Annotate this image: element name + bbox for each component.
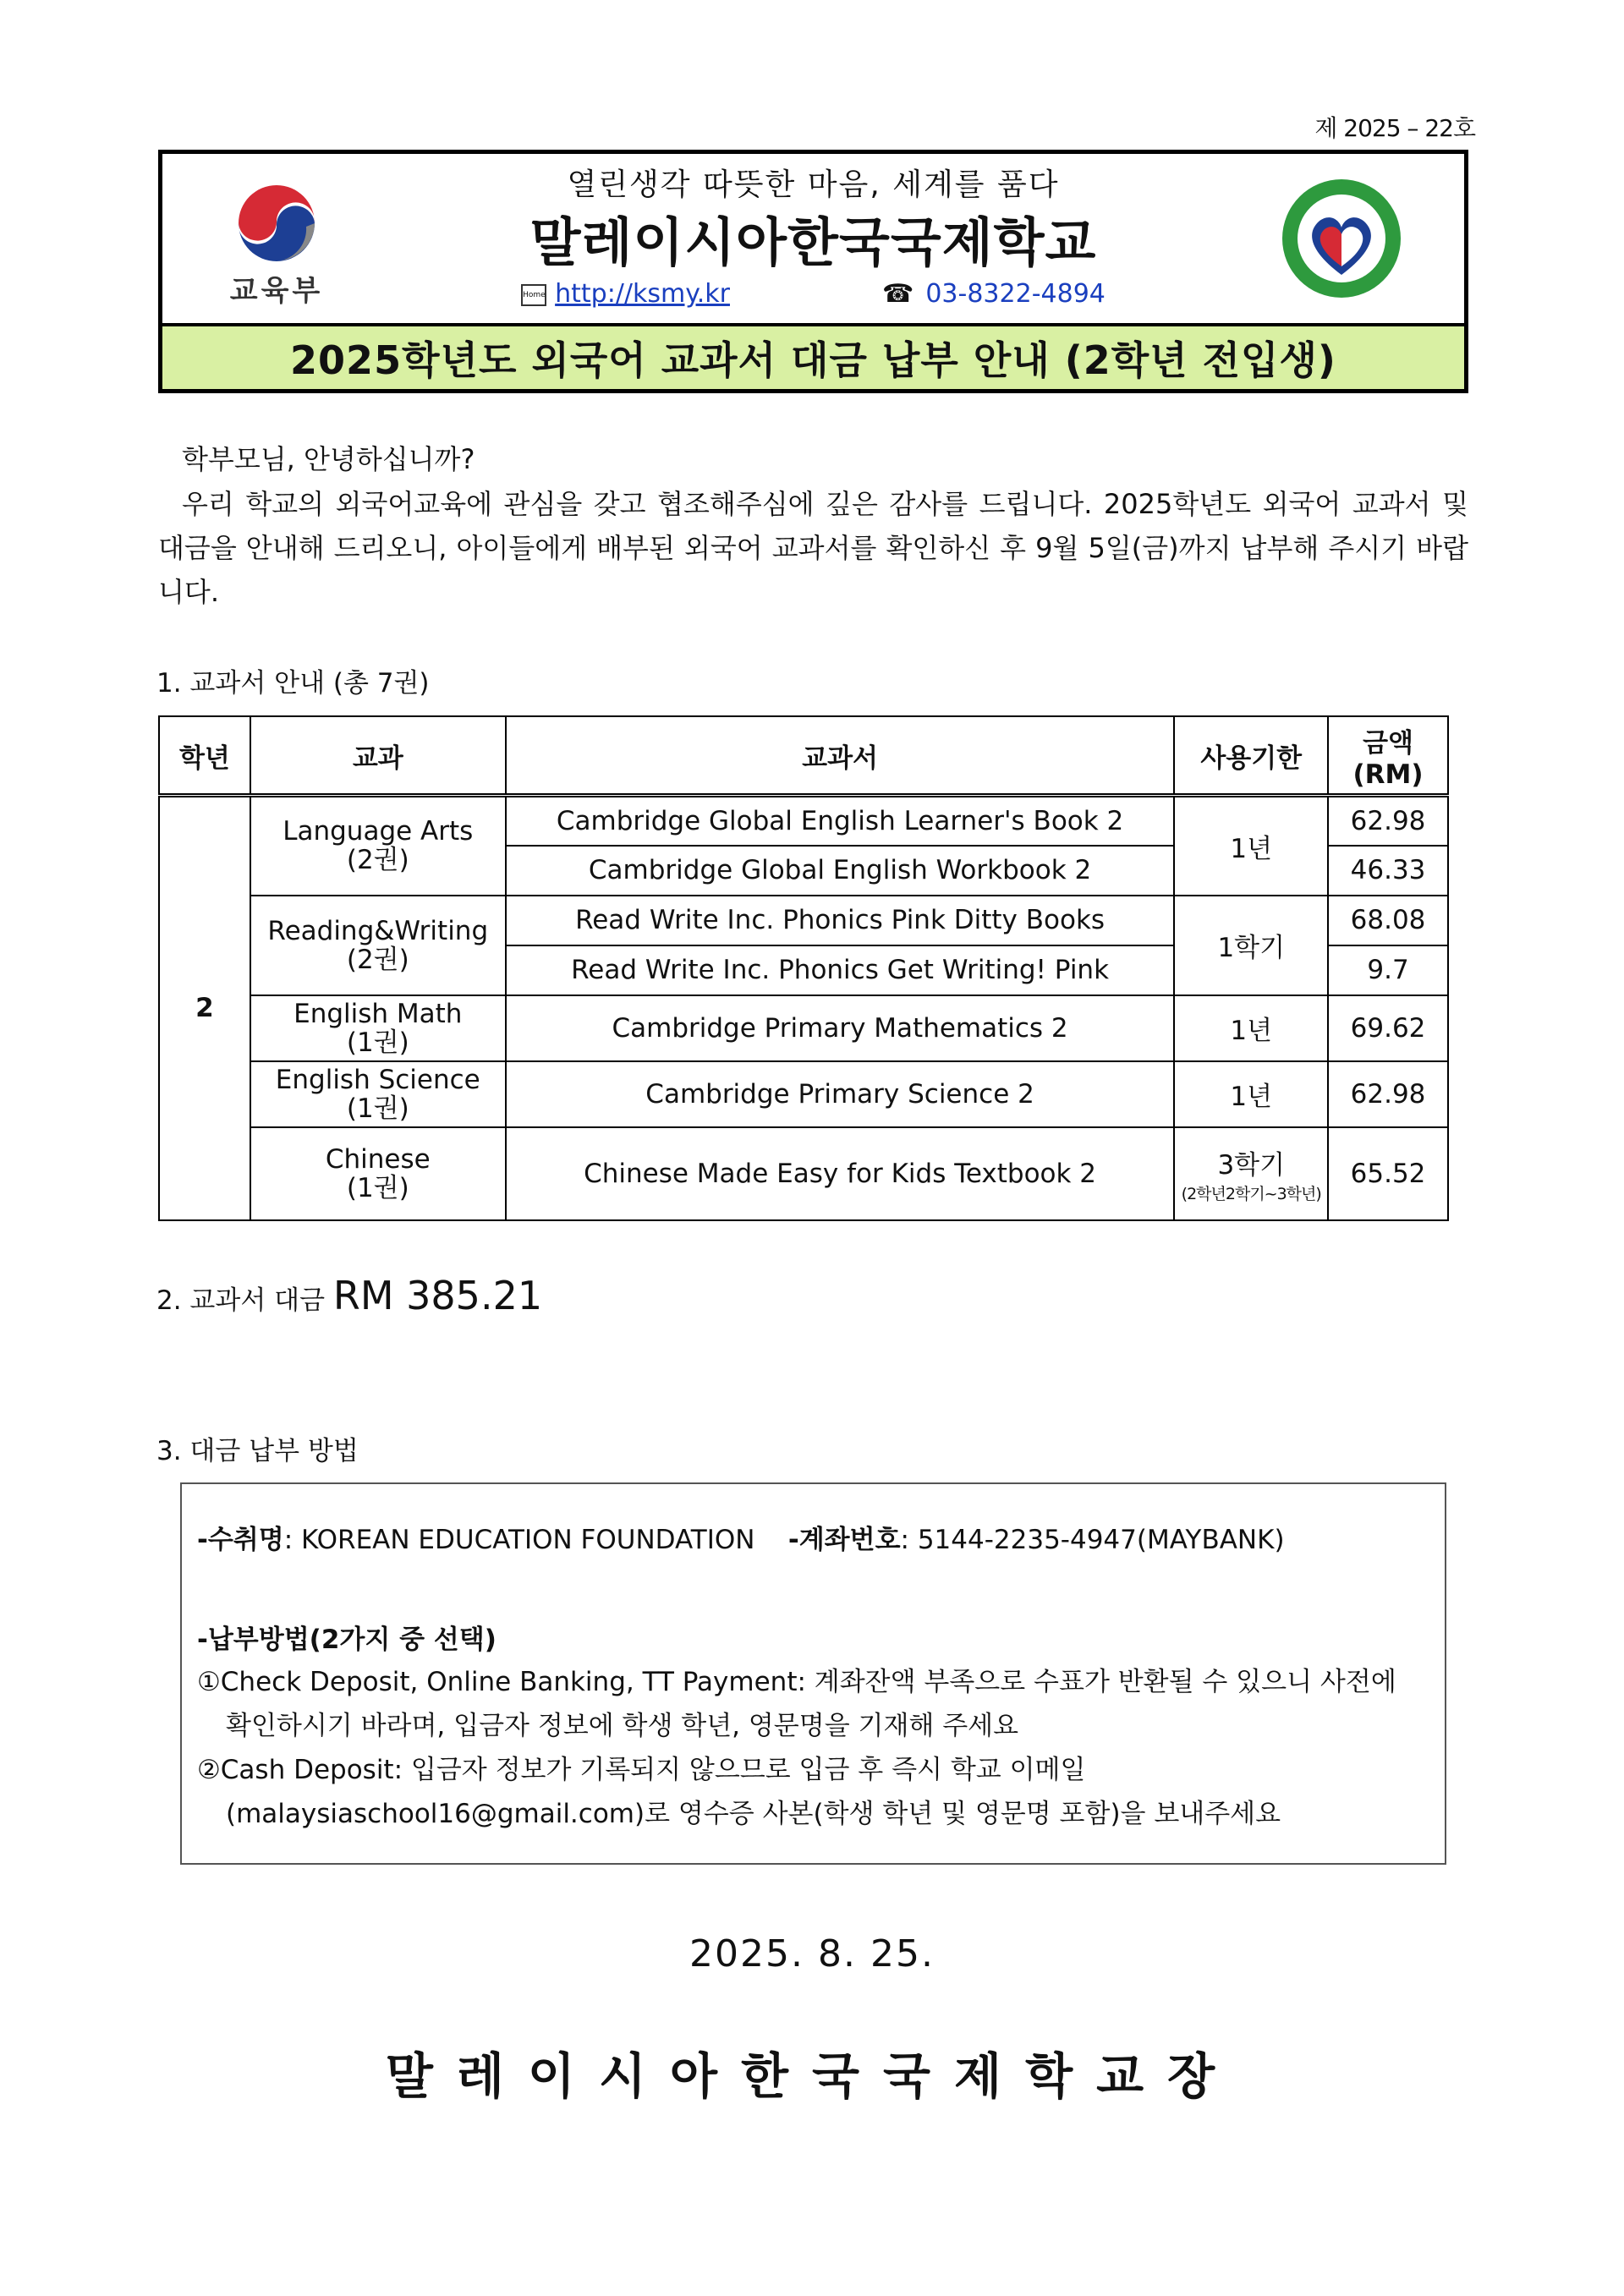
section3-heading: 3. 대금 납부 방법 <box>156 1436 359 1466</box>
intro-text: 우리 학교의 외국어교육에 관심을 갖고 협조해주심에 깊은 감사를 드립니다. 2025학년도 외국어 교과서 및 대금을 안내해 드리오니, 아이들에게 배부된 외국어 교과서를 확인하신 후 9월 5일(금)까지 납부해 주시기 바랍니다. <box>158 488 1468 608</box>
price-cell: 9.7 <box>1328 945 1448 995</box>
textbook-cell: Cambridge Primary Science 2 <box>506 1061 1175 1127</box>
subject-cell: Reading&Writing (2권) <box>250 896 506 995</box>
textbook-cell: Cambridge Primary Mathematics 2 <box>506 995 1175 1061</box>
textbook-cell: Cambridge Global English Workbook 2 <box>506 846 1175 896</box>
account-line: -수취명: KOREAN EDUCATION FOUNDATION -계좌번호: 5144-2235-4947(MAYBANK) <box>197 1525 1285 1555</box>
phone-number: 03-8322-4894 <box>925 279 1106 309</box>
period-cell: 3학기 (2학년2학기~3학년) <box>1174 1127 1328 1220</box>
price-cell: 68.08 <box>1328 896 1448 945</box>
table-row <box>159 1127 1448 1220</box>
letterhead-top <box>162 154 1464 323</box>
notice-title: 2025학년도 외국어 교과서 대금 납부 안내 (2학년 전입생) <box>162 323 1464 389</box>
price-cell: 69.62 <box>1328 995 1448 1061</box>
col-period: 사용기한 <box>1174 716 1328 796</box>
col-subject: 교과 <box>250 716 506 796</box>
issue-date: 2025. 8. 25. <box>689 1932 935 1975</box>
subject-cell: English Science (1권) <box>250 1061 506 1127</box>
table-row <box>159 896 1448 945</box>
school-emblem-icon <box>1278 175 1405 302</box>
period-cell: 1년 <box>1174 1061 1328 1127</box>
school-name: 말레이시아한국국제학교 <box>529 211 1097 273</box>
price-cell: 62.98 <box>1328 1061 1448 1127</box>
price-cell: 65.52 <box>1328 1127 1448 1220</box>
price-cell: 46.33 <box>1328 846 1448 896</box>
col-grade: 학년 <box>159 716 250 796</box>
contact-line <box>162 279 1464 309</box>
home-icon: Home <box>521 284 546 306</box>
textbook-cell: Chinese Made Easy for Kids Textbook 2 <box>506 1127 1175 1220</box>
greeting: 학부모님, 안녕하십니까? <box>182 443 475 475</box>
method-2: ②Cash Deposit: 입금자 정보가 기록되지 않으므로 입금 후 즉시 학교 이메일 (malaysiaschool16@gmail.com)로 영수증 사본(학생 학년 및 영문명 포함)을 보내주세요 <box>197 1755 1281 1829</box>
table-row <box>159 1061 1448 1127</box>
payment-box <box>180 1482 1446 1865</box>
period-cell: 1년 <box>1174 995 1328 1061</box>
textbook-table <box>158 715 1449 1221</box>
signature: 말레이시아한국국제학교장 <box>385 2047 1239 2105</box>
subject-cell: English Math (1권) <box>250 995 506 1061</box>
table-row <box>159 796 1448 846</box>
subject-cell: Chinese (1권) <box>250 1127 506 1220</box>
moe-label: 교육부 <box>229 274 324 308</box>
document-number: 제 2025 – 22호 <box>1314 114 1475 142</box>
price-cell: 62.98 <box>1328 796 1448 846</box>
method-heading: -납부방법(2가지 중 선택) <box>197 1625 497 1655</box>
telephone-icon: ☎ <box>881 279 914 309</box>
method-1: ①Check Deposit, Online Banking, TT Payment: 계좌잔액 부족으로 수표가 반환될 수 있으니 사전에 확인하시기 바라며, 입금자 정보에 학생 학년, 영문명을 기재해 주세요 <box>197 1667 1396 1741</box>
table-row <box>159 995 1448 1061</box>
col-price: 금액(RM) <box>1328 716 1448 796</box>
website-link[interactable]: http://ksmy.kr <box>555 279 730 309</box>
intro-paragraph <box>158 482 1468 614</box>
textbook-cell: Read Write Inc. Phonics Pink Ditty Books <box>506 896 1175 945</box>
total-amount: RM 385.21 <box>332 1273 543 1318</box>
section2-heading: 2. 교과서 대금 RM 385.21 <box>156 1273 543 1318</box>
period-cell: 1년 <box>1174 796 1328 896</box>
subject-cell: Language Arts (2권) <box>250 796 506 896</box>
slogan: 열린생각 따뜻한 마음, 세계를 품다 <box>567 167 1060 202</box>
col-textbook: 교과서 <box>506 716 1175 796</box>
textbook-cell: Read Write Inc. Phonics Get Writing! Pink <box>506 945 1175 995</box>
table-header-row <box>159 716 1448 796</box>
period-cell: 1학기 <box>1174 896 1328 995</box>
grade-cell: 2 <box>159 796 250 1220</box>
letterhead <box>158 150 1468 393</box>
textbook-cell: Cambridge Global English Learner's Book 2 <box>506 796 1175 846</box>
section1-heading: 1. 교과서 안내 (총 7권) <box>156 668 430 699</box>
